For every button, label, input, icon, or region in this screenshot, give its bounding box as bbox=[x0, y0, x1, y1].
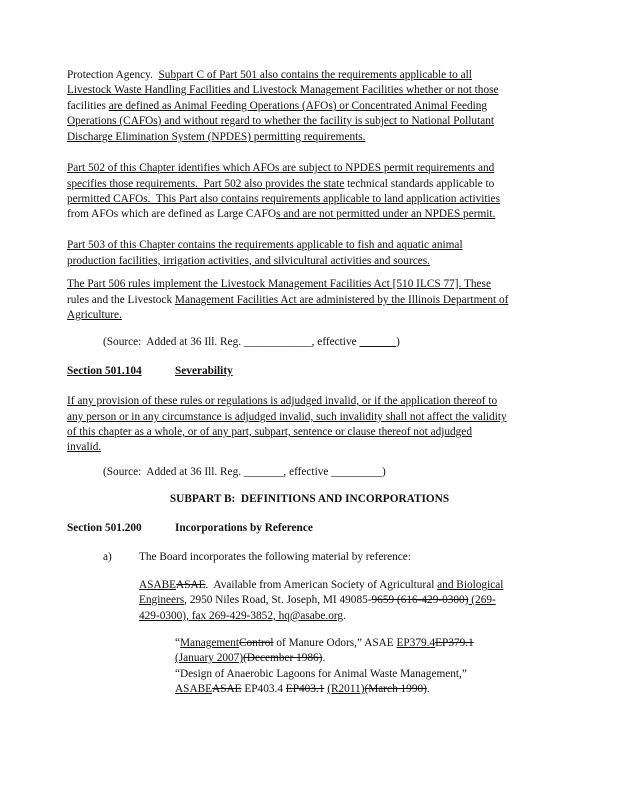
text-span: . Available from American Society of Agricultural bbox=[205, 579, 438, 591]
paragraph-3-line-1: Part 503 of this Chapter contains the requirements applicable to fish and aquatic animal bbox=[67, 239, 463, 251]
text-span: from AFOs which are defined as Large CAFO bbox=[67, 208, 277, 220]
deleted-text: (March 1990) bbox=[364, 683, 427, 695]
inserted-text: of bbox=[499, 294, 509, 306]
text-span: (Source: Added at 36 Ill. Reg. bbox=[103, 336, 244, 348]
asabe-line-2 bbox=[139, 593, 496, 608]
paragraph-4-line-2 bbox=[67, 293, 508, 308]
paragraph-5-line-3: of this chapter as a whole, or of any part, subpart, sentence or clause thereof not adjudged bbox=[67, 426, 472, 438]
source-note-1 bbox=[103, 335, 400, 350]
paragraph-2-line-1: Part 502 of this Chapter identifies which AFOs are subject to NPDES permit requirements and bbox=[67, 162, 495, 174]
deleted-text: EP379.1 bbox=[435, 637, 474, 649]
paragraph-1-line-5: Discharge Elimination System (NPDES) permitting requirements. bbox=[67, 131, 366, 143]
paragraph-2-line-4 bbox=[67, 207, 495, 222]
inserted-text: EP379.4 bbox=[396, 637, 436, 649]
blank-line: _________ bbox=[331, 466, 383, 478]
inserted-text: 429-0300), fax 269-429-3852, hq@asabe.org bbox=[139, 610, 344, 622]
blank-line: ____________ bbox=[243, 336, 312, 348]
inserted-text: If any provision of these rules or regulations is adjudged invalid, or if bbox=[67, 395, 384, 407]
inserted-text: the application thereof to bbox=[383, 395, 498, 407]
paragraph-2-line-2 bbox=[67, 177, 494, 192]
inserted-text: are defined as Animal Feeding Operations (AFOs) or Concentrated Animal Feeding bbox=[108, 100, 488, 112]
text-span: . bbox=[426, 683, 430, 695]
section-200-title: Incorporations by Reference bbox=[175, 522, 313, 534]
source-note-2 bbox=[103, 465, 386, 480]
text-span: , effective bbox=[311, 336, 360, 348]
paragraph-1-line-4 bbox=[67, 114, 494, 129]
deleted-text: ASAE bbox=[176, 579, 206, 591]
deleted-text: (December 1986) bbox=[243, 652, 323, 664]
inserted-text: Management bbox=[180, 637, 239, 649]
paragraph-2-line-3: permitted CAFOs. This Part also contains requirements applicable to land application activities bbox=[67, 193, 501, 205]
item-a-label: a) bbox=[103, 551, 112, 563]
text-span: of Manure Odors,” ASAE bbox=[273, 637, 397, 649]
text-span: , 2950 Niles Road, St. Joseph, MI 49085- bbox=[184, 594, 372, 606]
text-span: , effective bbox=[283, 466, 332, 478]
text-span: . bbox=[343, 610, 346, 622]
text-span: EP403.4 bbox=[241, 683, 286, 695]
inserted-text: Engineers bbox=[139, 594, 185, 606]
paragraph-5-line-4: invalid. bbox=[67, 441, 102, 453]
text-span bbox=[474, 637, 477, 649]
item-a-text: The Board incorporates the following material by reference: bbox=[139, 551, 411, 563]
text-span: “ bbox=[175, 637, 181, 649]
inserted-text: specifies those requirements. Part 502 also provides the state bbox=[67, 178, 345, 190]
paragraph-4-line-1: The Part 506 rules implement the Livestock Management Facilities Act [510 ILCS 77]. These bbox=[67, 278, 491, 290]
text-span: rules and the Livestock bbox=[67, 294, 175, 306]
text-span: ) bbox=[382, 466, 386, 478]
inserted-text: (R2011) bbox=[327, 683, 365, 695]
text-span: facilities bbox=[67, 100, 109, 112]
asabe-line-3 bbox=[139, 609, 346, 624]
inserted-text: s and are not permitted under an NPDES permit. bbox=[276, 208, 496, 220]
inserted-text: ASABE bbox=[175, 683, 213, 695]
reference-1-line-1 bbox=[175, 636, 477, 651]
deleted-text: 9659 (616-429-0300) bbox=[371, 594, 469, 606]
deleted-text: Control bbox=[239, 637, 274, 649]
text-span: ) bbox=[396, 336, 400, 348]
section-104-title: Severability bbox=[175, 365, 233, 377]
deleted-text: EP403.1 bbox=[285, 683, 325, 695]
blank-line: _______ bbox=[243, 466, 284, 478]
inserted-text: (January 2007) bbox=[175, 652, 244, 664]
text-span: (Source: Added at 36 Ill. Reg. bbox=[103, 466, 244, 478]
inserted-text: (269- bbox=[468, 594, 496, 606]
paragraph-1-line-1 bbox=[67, 68, 472, 83]
inserted-text: y is subject to National Pollutant bbox=[346, 115, 495, 127]
blank-line bbox=[359, 336, 396, 348]
paragraph-5-line-2: any person or in any circumstance is adjudged invalid, such invalidity shall not affect the validity bbox=[67, 411, 507, 423]
inserted-text: Management Facilities Act are administered by the Illinois Department bbox=[174, 294, 499, 306]
inserted-text: ASABE bbox=[139, 579, 177, 591]
section-104-number: Section 501.104 bbox=[67, 365, 142, 377]
reference-1-line-2 bbox=[175, 651, 325, 666]
paragraph-3-line-2: production facilities, irrigation activities, and silvicultural activities and sources. bbox=[67, 255, 430, 267]
asabe-line-1 bbox=[139, 578, 503, 593]
reference-2-line-1: “Design of Anaerobic Lagoons for Animal Waste Management,” bbox=[175, 668, 467, 680]
section-200-number: Section 501.200 bbox=[67, 522, 142, 534]
paragraph-1-line-2: Livestock Waste Handling Facilities and Livestock Management Facilities whether or not those bbox=[67, 84, 499, 96]
text-span: technical standards applicable to bbox=[344, 178, 495, 190]
paragraph-5-line-1 bbox=[67, 394, 497, 409]
inserted-text: and Biological bbox=[437, 579, 504, 591]
reference-2-line-2 bbox=[175, 682, 430, 697]
paragraph-4-line-3: Agriculture. bbox=[67, 309, 122, 321]
paragraph-1-line-3 bbox=[67, 99, 487, 114]
inserted-text: Operations (CAFOs) and without regard to whether the facilit bbox=[67, 115, 347, 127]
inserted-text: Subpart C of Part 501 also contains the requirements applicable to all bbox=[158, 69, 472, 81]
text-span: . bbox=[322, 652, 326, 664]
text-span: Protection Agency. bbox=[67, 69, 159, 81]
deleted-text: ASAE bbox=[212, 683, 242, 695]
subpart-heading: SUBPART B: DEFINITIONS AND INCORPORATIONS bbox=[169, 493, 450, 505]
